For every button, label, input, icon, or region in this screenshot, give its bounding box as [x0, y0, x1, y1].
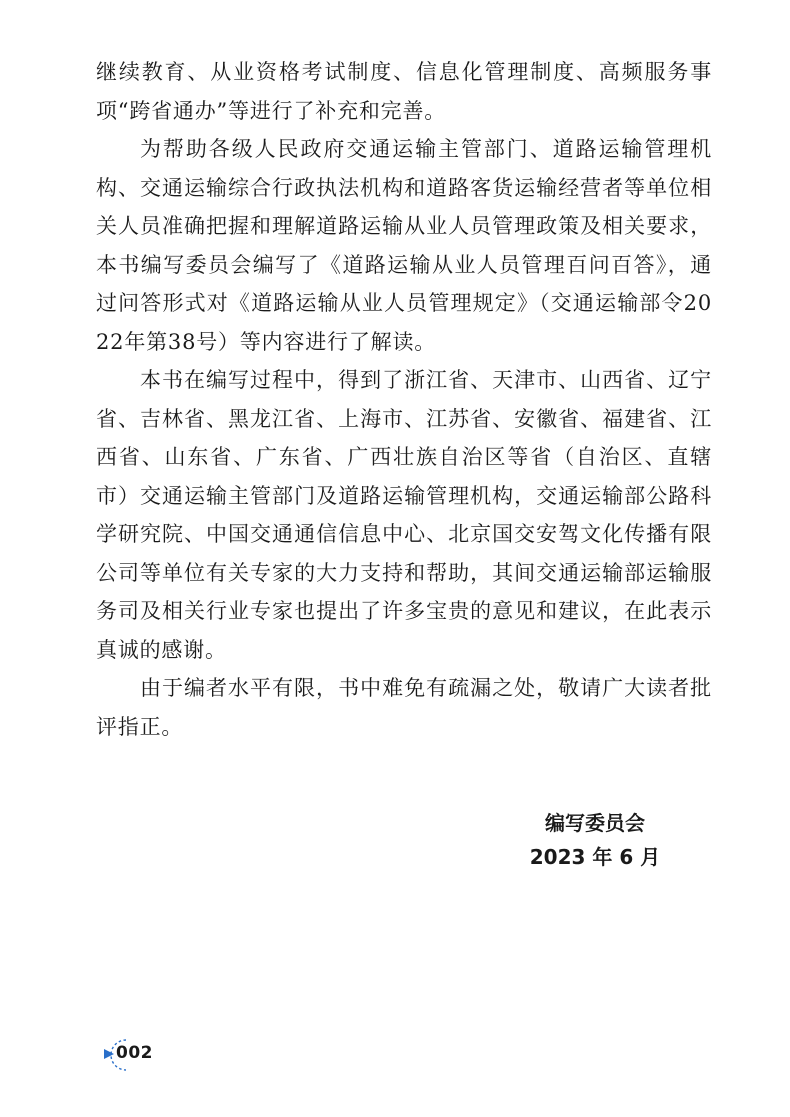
- paragraph-purpose: 为帮助各级人民政府交通运输主管部门、道路运输管理机构、交通运输综合行政执法机构和道路客货运输经营者等单位相关人员准确把握和理解道路运输从业人员管理政策及相关要求，本书编写委员会编写了《道路运输从业人员管理百问百答》，通过问答形式对《道路运输从业人员管理规定》（交通运输部令2022年第38号）等内容进行了解读。: [96, 137, 712, 354]
- page-number: 002: [116, 1043, 153, 1063]
- paragraph-acknowledgements: 本书在编写过程中，得到了浙江省、天津市、山西省、辽宁省、吉林省、黑龙江省、上海市、江苏省、安徽省、福建省、江西省、山东省、广东省、广西壮族自治区等省（自治区、直辖市）交通运输主管部门及道路运输管理机构，交通运输部公路科学研究院、中国交通通信信息中心、北京国交安驾文化传播有限公司等单位有关专家的大力支持和帮助，其间交通运输部运输服务司及相关行业专家也提出了许多宝贵的意见和建议，在此表示真诚的感谢。: [96, 368, 712, 662]
- signature-author: 编写委员会: [545, 811, 645, 835]
- page-number-badge: [104, 1038, 174, 1072]
- body-text: [96, 53, 712, 746]
- signature-date: 2023 年 6 月: [529, 845, 661, 869]
- paragraph-closing: 由于编者水平有限，书中难免有疏漏之处，敬请广大读者批评指正。: [96, 676, 712, 739]
- paragraph-continuation: 继续教育、从业资格考试制度、信息化管理制度、高频服务事项“跨省通办”等进行了补充和完善。: [96, 60, 712, 123]
- signature-block: [520, 806, 670, 874]
